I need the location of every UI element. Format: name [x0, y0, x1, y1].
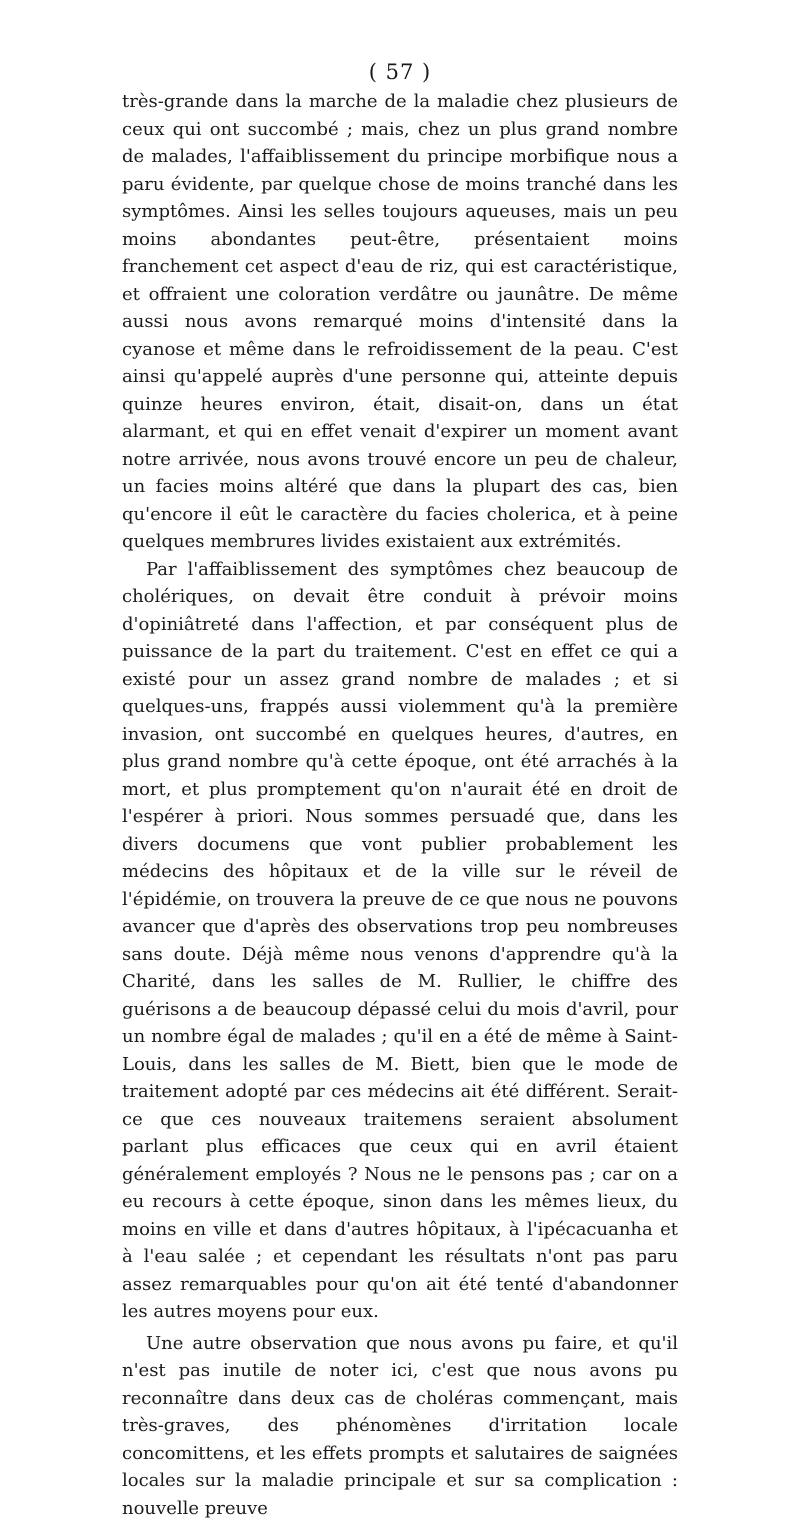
paragraph-2: Par l'affaiblissement des symptômes chez beaucoup de cholériques, on devait être conduit à prévoir moins d'opiniâtreté dans l'affection, et par conséquent plus de puissance de la part du traitement. C'est en effet ce qui a existé pour un assez grand nombre de malades ; et si quelques-uns, frappés aussi violemment qu'à la première invasion, ont succombé en quelques heures, d'autres, en plus grand nombre qu'à cette époque, ont été arrachés à la mort, et plus promptement qu'on n'aurait été en droit de l'espérer à priori. Nous sommes persuadé que, dans les divers documens que vont publier probablement les médecins des hôpitaux et de la ville sur le réveil de l'épidémie, on trouvera la preuve de ce que nous ne pouvons avancer que d'après des observations trop peu nombreuses sans doute. Déjà même nous venons d'apprendre qu'à la Charité, dans les salles de M. Rullier, le chiffre des guérisons a de beaucoup dépassé celui du mois d'avril, pour un nombre égal de malades ; qu'il en a été de même à Saint-Louis, dans les salles de M. Biett, bien que le mode de traitement adopté par ces médecins ait été différent. Serait-ce que ces nouveaux traitemens seraient absolument parlant plus efficaces que ceux qui en avril étaient généralement employés ? Nous ne le pensons pas ; car on a eu recours à cette époque, sinon dans les mêmes lieux, du moins en ville et dans d'autres hôpitaux, à l'ipécacuanha et à l'eau salée ; et cependant les résultats n'ont pas paru assez remarquables pour qu'on ait été tenté d'abandonner les autres moyens pour eux. — [122, 556, 678, 1326]
page-number: ( 57 ) — [0, 60, 800, 84]
paragraph-1: très-grande dans la marche de la maladie chez plusieurs de ceux qui ont succombé ; mais, chez un plus grand nombre de malades, l'affaiblissement du principe morbifique nous a paru évidente, par quelque chose de moins tranché dans les symptômes. Ainsi les selles toujours aqueuses, mais un peu moins abondantes peut-être, présentaient moins franchement cet aspect d'eau de riz, qui est caractéristique, et offraient une coloration verdâtre ou jaunâtre. De même aussi nous avons remarqué moins d'intensité dans la cyanose et même dans le refroidissement de la peau. C'est ainsi qu'appelé auprès d'une personne qui, atteinte depuis quinze heures environ, était, disait-on, dans un état alarmant, et qui en effet venait d'expirer un moment avant notre arrivée, nous avons trouvé encore un peu de chaleur, un facies moins altéré que dans la plupart des cas, bien qu'encore il eût le caractère du facies cholerica, et à peine quelques membrures livides existaient aux extrémités. — [122, 88, 678, 556]
body-text — [122, 88, 678, 1522]
paragraph-3: Une autre observation que nous avons pu faire, et qu'il n'est pas inutile de noter ici, c'est que nous avons pu reconnaître dans deux cas de choléras commençant, mais très-graves, des phénomènes d'irritation locale concomittens, et les effets prompts et salutaires de saignées locales sur la maladie principale et sur sa complication : nouvelle preuve — [122, 1330, 678, 1522]
